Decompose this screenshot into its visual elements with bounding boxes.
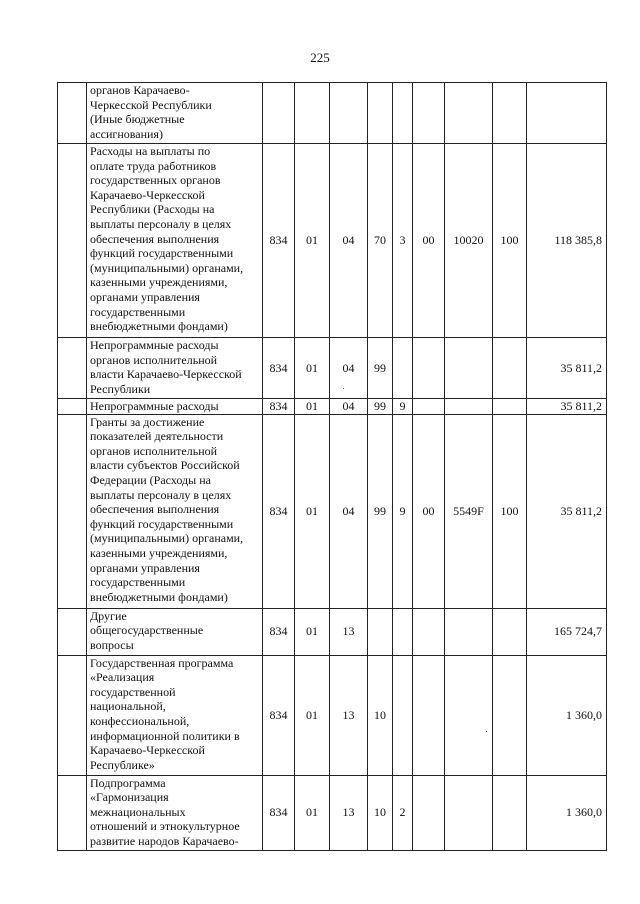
ministry-code-cell: 834 <box>263 775 295 850</box>
ministry-code-cell: 834 <box>263 144 295 338</box>
main-activity-code-cell <box>413 399 445 415</box>
row-number-cell <box>58 655 87 775</box>
amount-cell: 118 385,8 <box>527 144 607 338</box>
expense-name-cell: Подпрограмма «Гармонизация межнациональных отношений и этнокультурное развитие народов Карачаево- <box>87 775 263 850</box>
amount-cell: 35 811,2 <box>527 399 607 415</box>
subprogram-code-cell <box>393 655 413 775</box>
subprogram-code-cell <box>393 83 413 144</box>
expense-name-cell: органов Карачаево- Черкесской Республики (Иные бюджетные ассигнования) <box>87 83 263 144</box>
row-number-cell <box>58 414 87 608</box>
subprogram-code-cell: 9 <box>393 414 413 608</box>
section-code-cell: 01 <box>295 144 330 338</box>
section-code-cell: 01 <box>295 655 330 775</box>
expense-type-code-cell: 100 <box>493 414 527 608</box>
table-row <box>58 338 607 399</box>
row-number-cell <box>58 144 87 338</box>
row-number-cell <box>58 399 87 415</box>
table-row <box>58 399 607 415</box>
expense-type-code-cell: 100 <box>493 144 527 338</box>
table-row <box>58 414 607 608</box>
ministry-code-cell: 834 <box>263 338 295 399</box>
main-activity-code-cell: 00 <box>413 414 445 608</box>
program-code-cell <box>368 608 393 655</box>
expense-name-cell: Расходы на выплаты по оплате труда работников государственных органов Карачаево-Черкесской Республики (Расходы на выплаты персоналу в целях обеспечения выполнения функций государственными (муниципальными) органами, казенными учреждениями, органами управления государственными внебюджетными фондами) <box>87 144 263 338</box>
table-row <box>58 655 607 775</box>
direction-code-cell <box>445 655 493 775</box>
expense-type-code-cell <box>493 83 527 144</box>
expense-name-cell: Государственная программа «Реализация государственной национальной, конфессиональной, информационной политики в Карачаево-Черкесской Республике» <box>87 655 263 775</box>
section-code-cell: 01 <box>295 608 330 655</box>
ministry-code-cell: 834 <box>263 399 295 415</box>
section-code-cell: 01 <box>295 338 330 399</box>
section-code-cell: 01 <box>295 775 330 850</box>
program-code-cell: 99 <box>368 414 393 608</box>
expense-type-code-cell <box>493 399 527 415</box>
subprogram-code-cell <box>393 608 413 655</box>
row-number-cell <box>58 83 87 144</box>
main-activity-code-cell <box>413 338 445 399</box>
expense-type-code-cell <box>493 655 527 775</box>
direction-code-cell: 10020 <box>445 144 493 338</box>
direction-code-cell <box>445 399 493 415</box>
expense-type-code-cell <box>493 775 527 850</box>
main-activity-code-cell <box>413 775 445 850</box>
subsection-code-cell: 04 <box>330 399 368 415</box>
budget-table <box>57 82 607 851</box>
main-activity-code-cell <box>413 83 445 144</box>
program-code-cell: 99 <box>368 338 393 399</box>
expense-name-cell: Непрограммные расходы органов исполнительной власти Карачаево-Черкесской Республики <box>87 338 263 399</box>
program-code-cell: 99 <box>368 399 393 415</box>
section-code-cell: 01 <box>295 414 330 608</box>
amount-cell: 165 724,7 <box>527 608 607 655</box>
subsection-code-cell: 04 <box>330 144 368 338</box>
program-code-cell: 70 <box>368 144 393 338</box>
expense-name-cell: Гранты за достижение показателей деятельности органов исполнительной власти субъектов Российской Федерации (Расходы на выплаты персоналу в целях обеспечения выполнения функций государственными (муниципальными) органами, казенными учреждениями, органами управления государственными внебюджетными фондами) <box>87 414 263 608</box>
amount-cell: 1 360,0 <box>527 775 607 850</box>
subprogram-code-cell: 3 <box>393 144 413 338</box>
subsection-code-cell: 13 <box>330 608 368 655</box>
ministry-code-cell: 834 <box>263 608 295 655</box>
main-activity-code-cell <box>413 655 445 775</box>
ministry-code-cell: 834 <box>263 655 295 775</box>
amount-cell: 35 811,2 <box>527 414 607 608</box>
row-number-cell <box>58 608 87 655</box>
expense-name-cell: Другие общегосударственные вопросы <box>87 608 263 655</box>
program-code-cell: 10 <box>368 775 393 850</box>
expense-type-code-cell <box>493 608 527 655</box>
direction-code-cell <box>445 83 493 144</box>
program-code-cell: 10 <box>368 655 393 775</box>
table-row <box>58 608 607 655</box>
amount-cell <box>527 83 607 144</box>
section-code-cell <box>295 83 330 144</box>
subsection-code-cell: 04 <box>330 338 368 399</box>
direction-code-cell <box>445 338 493 399</box>
expense-type-code-cell <box>493 338 527 399</box>
row-number-cell <box>58 338 87 399</box>
expense-name-cell: Непрограммные расходы <box>87 399 263 415</box>
amount-cell: 1 360,0 <box>527 655 607 775</box>
table-row <box>58 83 607 144</box>
ministry-code-cell <box>263 83 295 144</box>
page-number: 225 <box>310 50 330 65</box>
subprogram-code-cell <box>393 338 413 399</box>
direction-code-cell <box>445 608 493 655</box>
program-code-cell <box>368 83 393 144</box>
subsection-code-cell <box>330 83 368 144</box>
main-activity-code-cell <box>413 608 445 655</box>
direction-code-cell <box>445 775 493 850</box>
amount-cell: 35 811,2 <box>527 338 607 399</box>
main-activity-code-cell: 00 <box>413 144 445 338</box>
ministry-code-cell: 834 <box>263 414 295 608</box>
row-number-cell <box>58 775 87 850</box>
section-code-cell: 01 <box>295 399 330 415</box>
direction-code-cell: 5549F <box>445 414 493 608</box>
scan-speck <box>486 731 487 732</box>
subsection-code-cell: 13 <box>330 775 368 850</box>
subprogram-code-cell: 2 <box>393 775 413 850</box>
table-row <box>58 775 607 850</box>
subsection-code-cell: 04 <box>330 414 368 608</box>
subsection-code-cell: 13 <box>330 655 368 775</box>
scan-speck <box>343 388 344 389</box>
table-row <box>58 144 607 338</box>
subprogram-code-cell: 9 <box>393 399 413 415</box>
